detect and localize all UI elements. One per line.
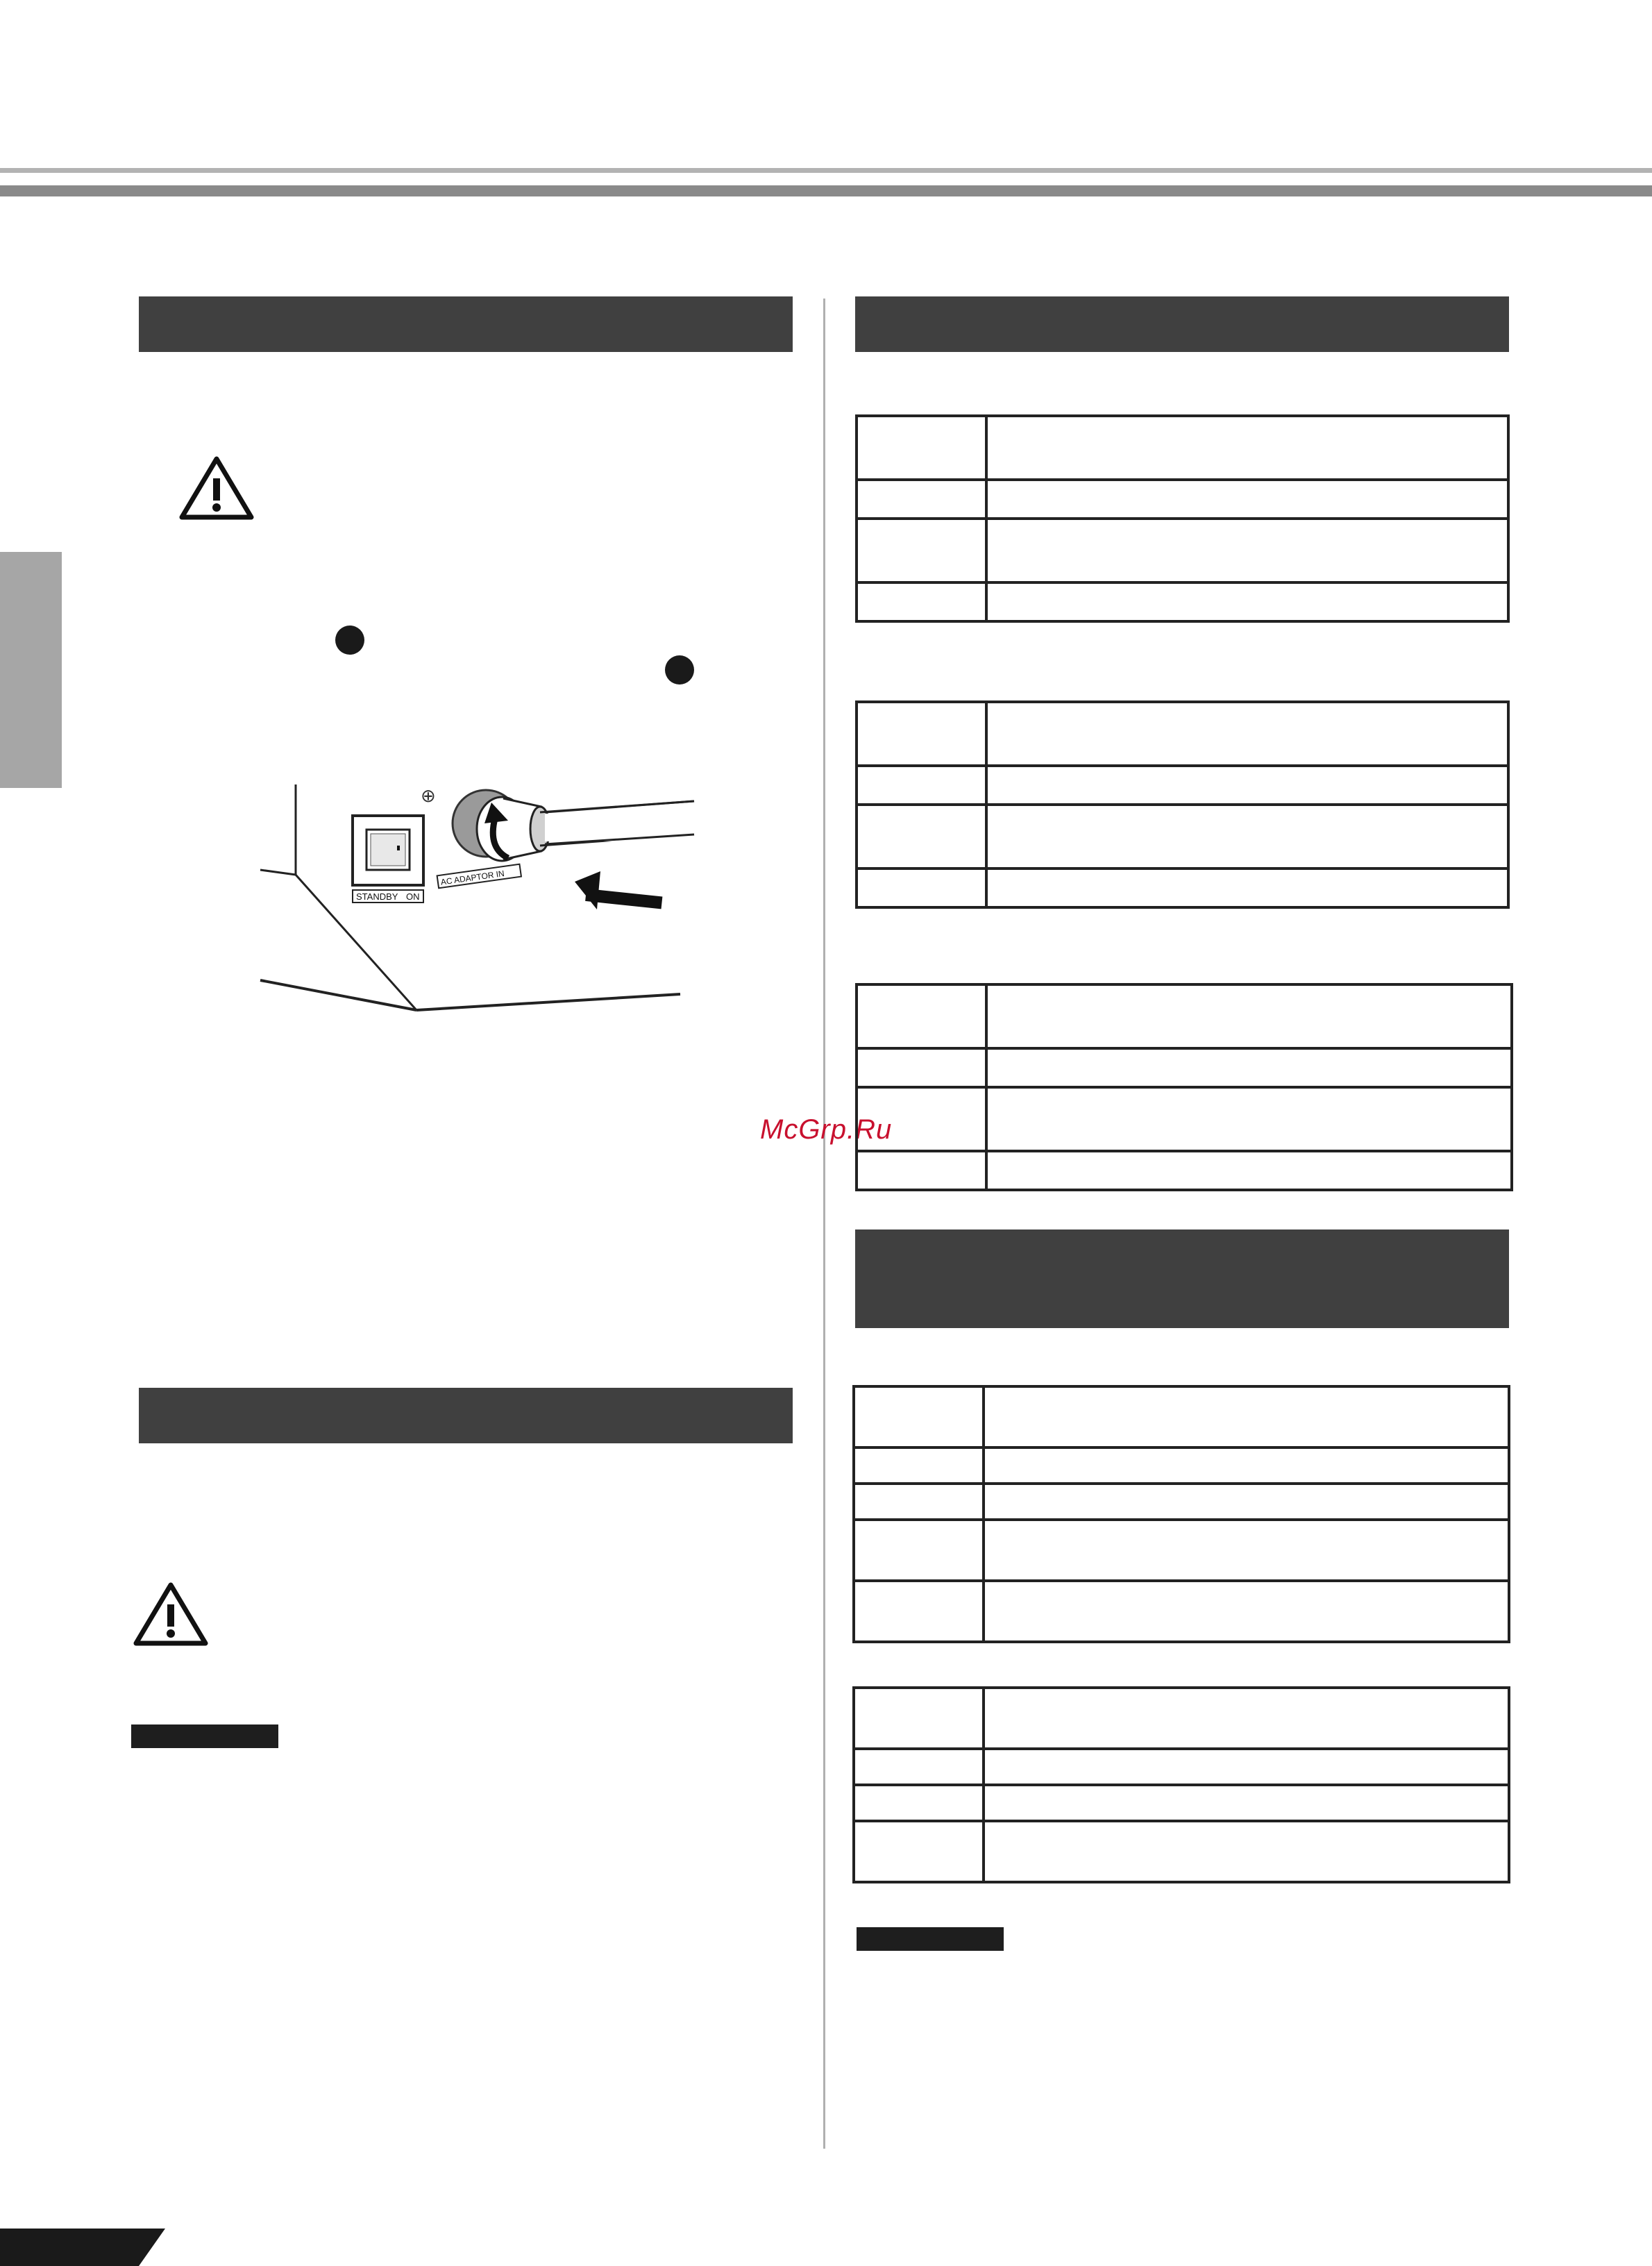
spec-table-5 — [852, 1686, 1510, 1883]
table-row — [854, 1484, 1509, 1520]
table-row — [857, 480, 1508, 519]
table-row — [854, 1386, 1509, 1447]
ac-adaptor-connection-illustration — [250, 771, 701, 1021]
table-row — [857, 1048, 1512, 1087]
table-row — [854, 1688, 1509, 1749]
table-row — [854, 1447, 1509, 1484]
table-row — [854, 1749, 1509, 1785]
polarity-icon: ⊕ — [421, 786, 436, 807]
table-row — [857, 1151, 1512, 1190]
table-row — [857, 702, 1508, 766]
table-row — [857, 582, 1508, 621]
spec-table-3 — [855, 983, 1513, 1191]
table-row — [854, 1581, 1509, 1642]
table-row — [857, 868, 1508, 907]
spec-table-4 — [852, 1385, 1510, 1643]
table-row — [857, 519, 1508, 582]
table-row — [854, 1785, 1509, 1821]
switch-label-standby: STANDBY — [356, 891, 398, 902]
spec-table-1 — [855, 414, 1510, 623]
warning-triangle-icon — [179, 455, 254, 521]
section-header-specifications — [855, 296, 1509, 352]
table-row — [854, 1821, 1509, 1882]
side-tab — [0, 552, 62, 788]
jack-label: AC ADAPTOR IN — [439, 868, 505, 887]
table-row — [857, 1087, 1512, 1151]
table-row — [857, 416, 1508, 480]
table-row — [854, 1520, 1509, 1581]
step-circle-icon — [335, 626, 364, 655]
page-number-tab — [0, 2229, 167, 2266]
step-circle-icon — [665, 655, 694, 685]
header-rule-thick — [0, 185, 1652, 196]
switch-label-on: ON — [406, 891, 420, 902]
section-header-tall — [855, 1229, 1509, 1328]
header-rule-thin — [0, 168, 1652, 173]
section-header-speakers — [139, 1388, 793, 1443]
note-label-bar — [131, 1724, 278, 1748]
section-header-power-supply — [139, 296, 793, 352]
table-row — [857, 805, 1508, 868]
table-row — [857, 766, 1508, 805]
watermark: McGrp.Ru — [760, 1114, 893, 1145]
push-arrow-icon — [575, 871, 600, 909]
spec-table-2 — [855, 700, 1510, 909]
note-label-bar — [857, 1927, 1004, 1951]
column-divider — [823, 299, 825, 2149]
table-row — [857, 984, 1512, 1048]
warning-triangle-icon — [133, 1581, 208, 1647]
